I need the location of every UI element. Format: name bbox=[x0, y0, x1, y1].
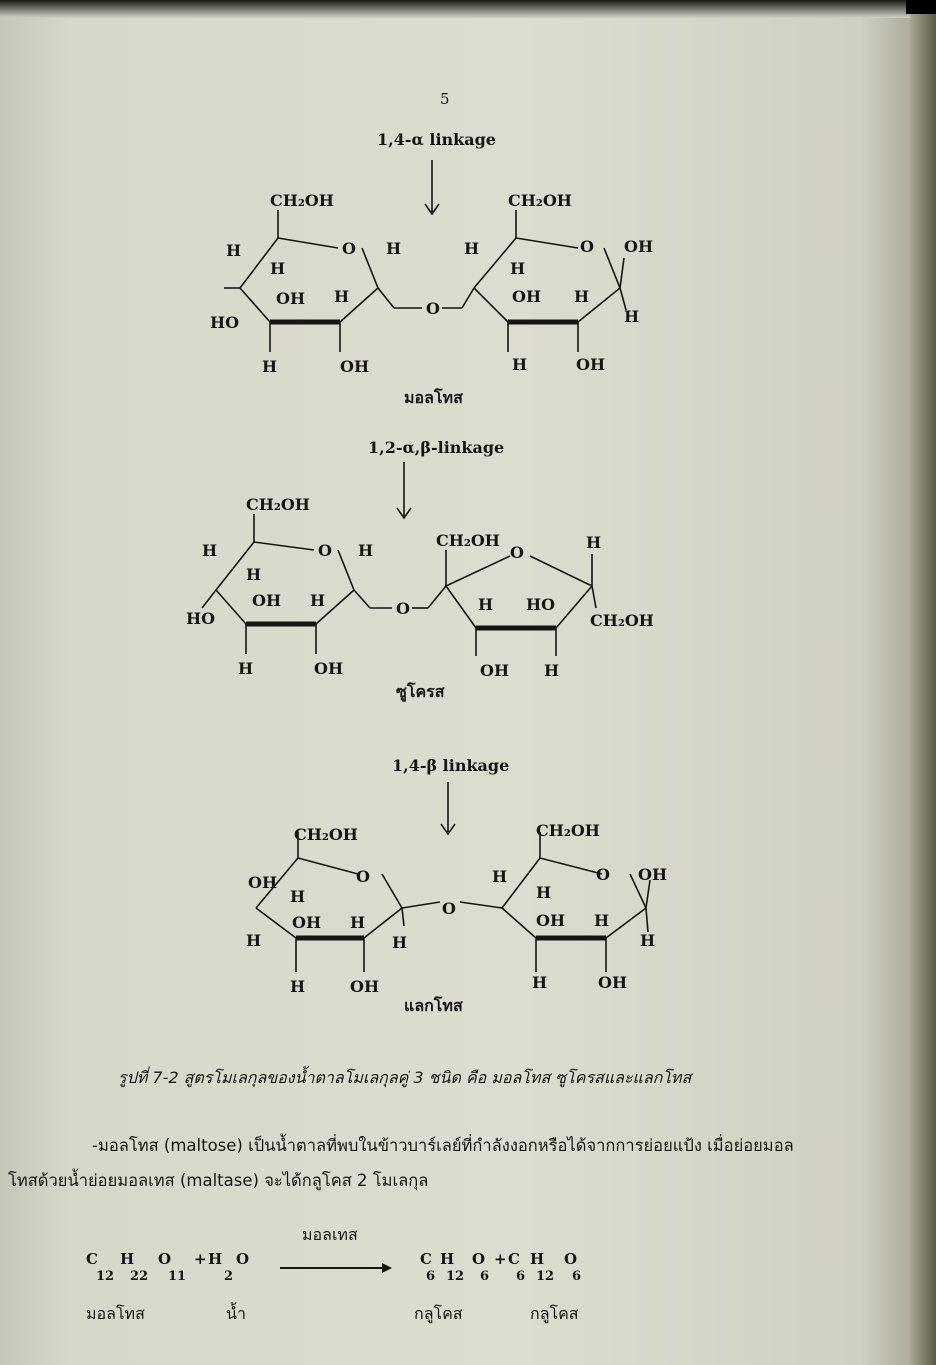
svg-text:CH₂OH: CH₂OH bbox=[508, 191, 572, 210]
svg-text:H: H bbox=[290, 887, 306, 906]
page-right-shadow bbox=[910, 0, 936, 1365]
svg-text:H: H bbox=[464, 239, 480, 258]
svg-text:H: H bbox=[440, 1250, 455, 1268]
svg-text:6: 6 bbox=[572, 1269, 582, 1284]
svg-text:O: O bbox=[396, 599, 410, 618]
maltose-formula bbox=[86, 1250, 266, 1290]
svg-text:H: H bbox=[574, 287, 590, 306]
svg-text:H: H bbox=[492, 867, 508, 886]
enzyme-label: มอลเทส bbox=[302, 1225, 358, 1244]
svg-text:2: 2 bbox=[224, 1269, 234, 1284]
svg-text:H: H bbox=[208, 1250, 223, 1268]
svg-text:11: 11 bbox=[168, 1269, 187, 1284]
svg-text:22: 22 bbox=[130, 1269, 149, 1284]
maltose-structure bbox=[200, 150, 680, 380]
sucrose-name: ซูโครส bbox=[396, 682, 445, 701]
svg-text:H: H bbox=[536, 883, 552, 902]
lactose-linkage-label: 1,4-β linkage bbox=[392, 756, 510, 775]
svg-text:H: H bbox=[350, 913, 366, 932]
page-number: 5 bbox=[440, 90, 450, 108]
svg-text:O: O bbox=[580, 237, 594, 256]
svg-text:CH₂OH: CH₂OH bbox=[436, 531, 500, 550]
svg-text:H: H bbox=[386, 239, 402, 258]
maltose-name: มอลโทส bbox=[404, 388, 463, 407]
svg-text:+: + bbox=[194, 1250, 207, 1268]
svg-text:OH: OH bbox=[252, 591, 282, 610]
svg-text:OH: OH bbox=[624, 237, 654, 256]
svg-text:6: 6 bbox=[516, 1269, 526, 1284]
svg-text:O: O bbox=[510, 543, 524, 562]
dark-corner bbox=[906, 0, 936, 14]
svg-text:HO: HO bbox=[526, 595, 556, 614]
svg-text:6: 6 bbox=[480, 1269, 490, 1284]
svg-text:OH: OH bbox=[536, 911, 566, 930]
svg-text:OH: OH bbox=[638, 865, 668, 884]
svg-text:OH: OH bbox=[276, 289, 306, 308]
svg-text:C: C bbox=[508, 1250, 520, 1268]
lactose-structure bbox=[240, 776, 670, 998]
svg-text:H: H bbox=[544, 661, 560, 680]
maltose-label: มอลโทส bbox=[86, 1304, 145, 1323]
svg-text:H: H bbox=[120, 1250, 135, 1268]
svg-text:OH: OH bbox=[480, 661, 510, 680]
svg-text:CH₂OH: CH₂OH bbox=[246, 495, 310, 514]
svg-text:H: H bbox=[478, 595, 494, 614]
svg-text:12: 12 bbox=[536, 1269, 555, 1284]
svg-text:6: 6 bbox=[426, 1269, 436, 1284]
svg-text:OH: OH bbox=[576, 355, 606, 374]
maltose-formula-glyphs bbox=[86, 1250, 266, 1286]
svg-text:CH₂OH: CH₂OH bbox=[536, 821, 600, 840]
svg-text:H: H bbox=[640, 931, 656, 950]
svg-text:H: H bbox=[532, 973, 548, 992]
svg-text:O: O bbox=[318, 541, 332, 560]
svg-text:OH: OH bbox=[248, 873, 278, 892]
svg-text:O: O bbox=[236, 1250, 250, 1268]
svg-text:H: H bbox=[510, 259, 526, 278]
figure-caption: รูปที่ 7-2 สูตรโมเลกุลของน้ำตาลโมเลกุลคู่ 3 ชนิด คือ มอลโทส ซูโครสและแลกโทส bbox=[118, 1068, 692, 1087]
svg-text:HO: HO bbox=[210, 313, 240, 332]
svg-text:O: O bbox=[442, 899, 456, 918]
reaction-arrow bbox=[280, 1260, 394, 1276]
svg-text:C: C bbox=[86, 1250, 98, 1268]
svg-text:H: H bbox=[238, 659, 254, 678]
svg-text:O: O bbox=[158, 1250, 172, 1268]
glucose-formula-glyphs bbox=[418, 1250, 618, 1286]
svg-text:O: O bbox=[472, 1250, 486, 1268]
svg-text:H: H bbox=[246, 565, 262, 584]
svg-text:H: H bbox=[290, 977, 306, 996]
svg-text:OH: OH bbox=[314, 659, 344, 678]
svg-text:O: O bbox=[356, 867, 370, 886]
svg-text:H: H bbox=[512, 355, 528, 374]
svg-text:O: O bbox=[426, 299, 440, 318]
svg-text:O: O bbox=[342, 239, 356, 258]
svg-text:CH₂OH: CH₂OH bbox=[294, 825, 358, 844]
svg-text:H: H bbox=[586, 533, 602, 552]
maltose-linkage-label: 1,4-α linkage bbox=[377, 130, 496, 149]
lactose-name: แลกโทส bbox=[404, 996, 463, 1015]
paragraph-line-2: โทสด้วยน้ำย่อยมอลเทส (maltase) จะได้กลูโคส 2 โมเลกุล bbox=[8, 1171, 429, 1190]
svg-text:OH: OH bbox=[292, 913, 322, 932]
svg-text:H: H bbox=[530, 1250, 545, 1268]
svg-text:H: H bbox=[226, 241, 242, 260]
svg-text:H: H bbox=[270, 259, 286, 278]
water-label: น้ำ bbox=[226, 1304, 246, 1323]
svg-text:OH: OH bbox=[340, 357, 370, 376]
sucrose-linkage-label: 1,2-α,β-linkage bbox=[368, 438, 505, 457]
svg-text:H: H bbox=[334, 287, 350, 306]
paragraph-line-1: -มอลโทส (maltose) เป็นน้ำตาลที่พบในข้าวบาร์เลย์ที่กำลังงอกหรือได้จากการย่อยแป้ง เมื่อย่อยมอล bbox=[92, 1136, 794, 1155]
svg-text:H: H bbox=[392, 933, 408, 952]
svg-text:+: + bbox=[494, 1250, 507, 1268]
glucose-label-2: กลูโคส bbox=[530, 1304, 579, 1323]
svg-text:H: H bbox=[262, 357, 278, 376]
svg-text:HO: HO bbox=[186, 609, 216, 628]
page-top-shadow bbox=[0, 0, 936, 18]
svg-text:12: 12 bbox=[96, 1269, 115, 1284]
svg-text:H: H bbox=[246, 931, 262, 950]
svg-text:O: O bbox=[564, 1250, 578, 1268]
sucrose-structure bbox=[180, 458, 670, 690]
svg-text:H: H bbox=[594, 911, 610, 930]
svg-text:OH: OH bbox=[512, 287, 542, 306]
svg-text:C: C bbox=[420, 1250, 432, 1268]
svg-text:OH: OH bbox=[350, 977, 380, 996]
svg-text:H: H bbox=[358, 541, 374, 560]
svg-text:OH: OH bbox=[598, 973, 628, 992]
svg-text:H: H bbox=[624, 307, 640, 326]
svg-text:O: O bbox=[596, 865, 610, 884]
svg-text:12: 12 bbox=[446, 1269, 465, 1284]
glucose-formula bbox=[418, 1250, 618, 1290]
svg-text:H: H bbox=[202, 541, 218, 560]
svg-text:CH₂OH: CH₂OH bbox=[590, 611, 654, 630]
svg-text:CH₂OH: CH₂OH bbox=[270, 191, 334, 210]
svg-text:H: H bbox=[310, 591, 326, 610]
glucose-label-1: กลูโคส bbox=[414, 1304, 463, 1323]
